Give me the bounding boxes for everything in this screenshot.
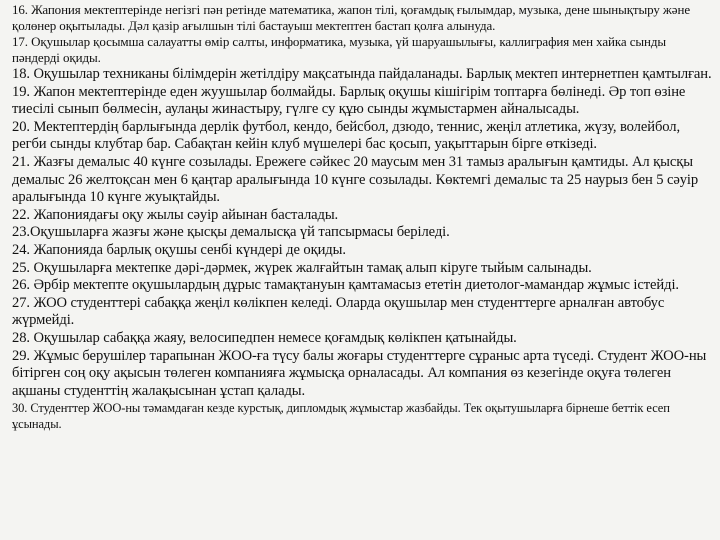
paragraph-20: 20. Мектептердің барлығында дерлік футбол, кендо, бейсбол, дзюдо, теннис, жеңіл атлетика, жүзу, волейбол, регби сынды клубтар бар. Сабақтан кейін клуб мүшелері бас қосып, уақыттарын бірге өткізеді. (12, 118, 681, 153)
paragraph-19: 19. Жапон мектептерінде еден жуушылар болмайды. Барлық оқушы кішігірім топтарға бөлінеді. Әр топ өзіне тиесілі сынып бөлмесін, аулаңы жинастыру, гүлге су құю сынды жұмыстармен айналысады. (12, 83, 686, 118)
paragraph-17: 17. Оқушылар қосымша салауатты өмір салты, информатика, музыка, үй шаруашылығы, каллиграфия мен хайка сынды пәндерді оқиды. (12, 34, 667, 65)
paragraph-27: 27. ЖОО студенттері сабаққа жеңіл көлікпен келеді. Оларда оқушылар мен студенттерге арналған автобус жүрмейді. (12, 294, 665, 329)
paragraph-16: 16. Жапония мектептерінде негізгі пән ретінде математика, жапон тілі, қоғамдық ғылымдар, музыка, дене шынықтыру және қолөнер оқытылады. Дәл қазір ағылшын тілі бастауыш мектептен бастап қолға алынуда. (12, 2, 691, 33)
paragraph-22: 22. Жапониядағы оқу жылы сәуір айынан басталады. (12, 206, 339, 223)
paragraph-23: 23.Оқушыларға жазғы және қысқы демалысқа үй тапсырмасы беріледі. (12, 224, 450, 241)
paragraph-18: 18. Оқушылар техниканы білімдерін жетілдіру мақсатында пайдаланады. Барлық мектеп интернетпен қамтылған. (12, 66, 712, 82)
paragraph-29: 29. Жұмыс берушілер тарапынан ЖОО-ға түсу балы жоғары студенттерге сұраныс арта түседі. Студент ЖОО-ны бітірген соң оқу ақысын төлеген компанияға жұмысқа орналасады. Ал компания өз кезегінде оқуға төлеген ақшаны студенттің жалақысынан ұстап қалады. (12, 347, 707, 399)
paragraph-26: 26. Әрбір мектепте оқушылардың дұрыс тамақтануын қамтамасыз ететін диетолог-мамандар жұмыс істейді. (12, 277, 679, 294)
paragraph-25: 25. Оқушыларға мектепке дәрі-дәрмек, жүрек жалғайтын тамақ алып кіруге тыйым салынады. (12, 259, 592, 276)
paragraph-24: 24. Жапонияда барлық оқушы сенбі күндері де оқиды. (12, 241, 346, 258)
paragraph-28: 28. Оқушылар сабаққа жаяу, велосипедпен немесе қоғамдық көлікпен қатынайды. (12, 329, 517, 346)
paragraph-30: 30. Студенттер ЖОО-ны тәмамдаған кезде курстық, дипломдық жұмыстар жазбайды. Тек оқытушыларға бірнеше беттік есеп ұсынады. (12, 401, 670, 432)
paragraph-21: 21. Жазғы демалыс 40 күнге созылады. Ережеге сәйкес 20 маусым мен 31 тамыз аралығын қамтиды. Ал қысқы демалыс 26 желтоқсан мен 6 қаңтар аралығында 10 күнге созылады. Көктемгі демалыс та 25 наурыз бен 5 сәуір аралығында 10 күнге жуықтайды. (12, 153, 699, 206)
